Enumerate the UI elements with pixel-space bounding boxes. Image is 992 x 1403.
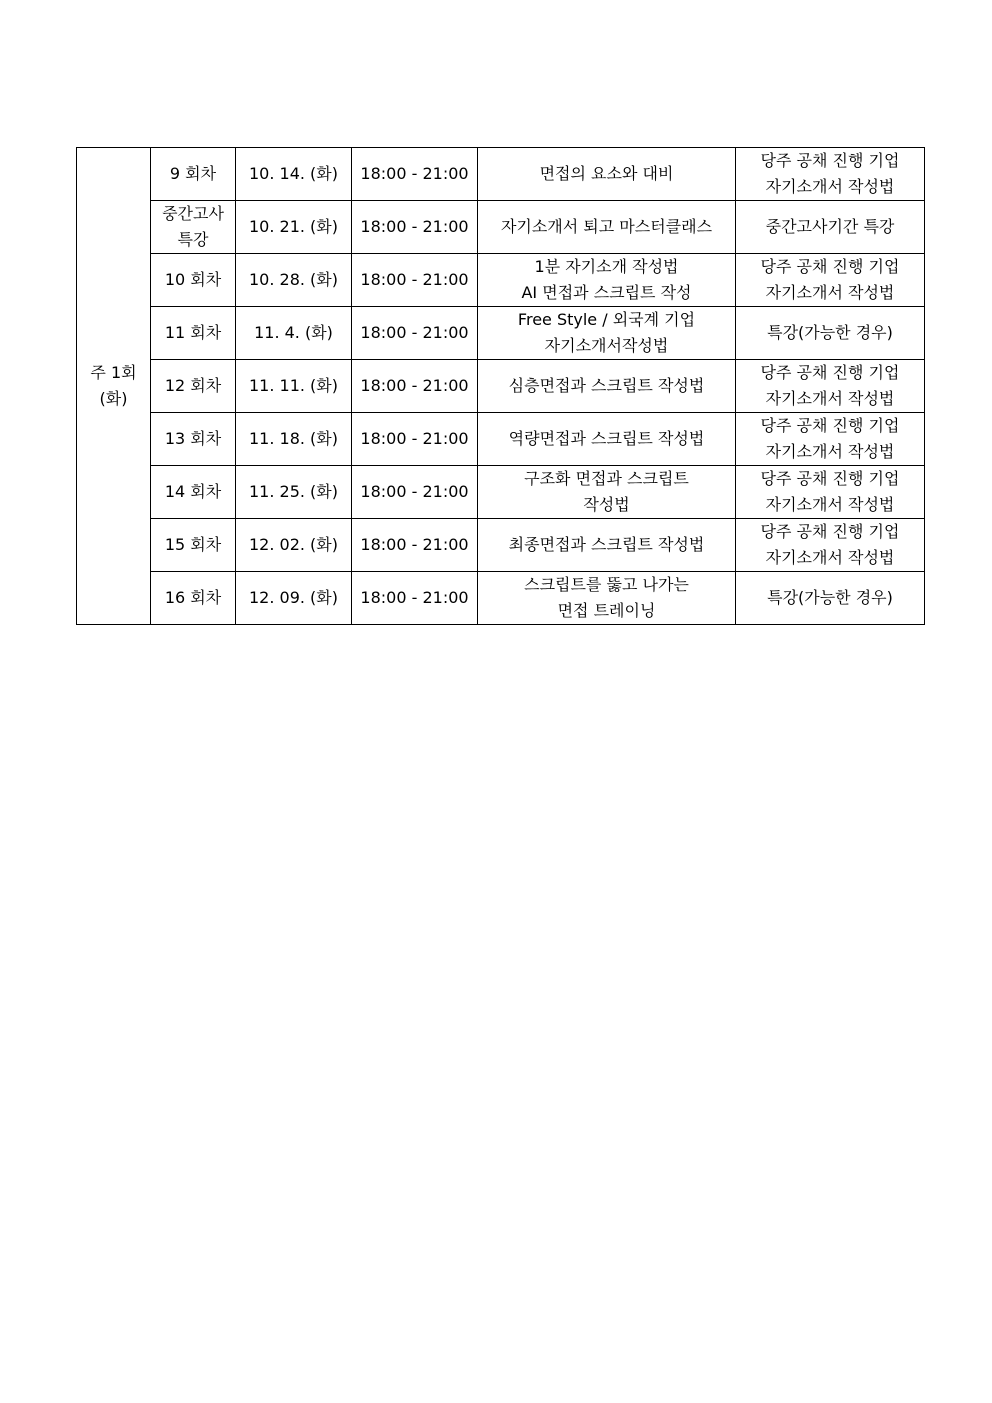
date-text: 10. 21. (화) (248, 217, 338, 236)
topic-cell (478, 201, 736, 254)
time-cell (352, 360, 478, 413)
time-text: 18:00 - 21:00 (360, 588, 469, 607)
note-cell (736, 519, 925, 572)
schedule-body (77, 148, 925, 625)
topic-text: 자기소개서 퇴고 마스터클래스 (500, 217, 713, 236)
topic-text: 면접 트레이닝 (557, 601, 656, 620)
note-cell (736, 360, 925, 413)
topic-text: 작성법 (583, 495, 630, 514)
session-cell (151, 201, 236, 254)
time-cell (352, 201, 478, 254)
note-text: 특강(가능한 경우) (767, 323, 893, 342)
date-text: 11. 4. (화) (254, 323, 333, 342)
time-text: 18:00 - 21:00 (360, 164, 469, 183)
time-cell (352, 466, 478, 519)
date-cell (236, 413, 352, 466)
date-cell (236, 572, 352, 625)
table-row (77, 466, 925, 519)
time-text: 18:00 - 21:00 (360, 429, 469, 448)
date-cell (236, 307, 352, 360)
session-text: 특강 (177, 230, 209, 249)
table-row (77, 519, 925, 572)
topic-text: 최종면접과 스크립트 작성법 (508, 535, 705, 554)
topic-cell (478, 413, 736, 466)
note-cell (736, 572, 925, 625)
time-cell (352, 519, 478, 572)
table-row (77, 572, 925, 625)
topic-text: 스크립트를 뚫고 나가는 (524, 575, 689, 594)
topic-text: 구조화 면접과 스크립트 (524, 469, 689, 488)
session-cell (151, 360, 236, 413)
session-cell (151, 466, 236, 519)
topic-cell (478, 254, 736, 307)
note-text: 자기소개서 작성법 (765, 548, 895, 567)
date-cell (236, 360, 352, 413)
topic-text: AI 면접과 스크립트 작성 (521, 283, 692, 302)
frequency-text: (화) (99, 389, 128, 408)
session-text: 9 회차 (169, 164, 217, 183)
date-cell (236, 254, 352, 307)
time-cell (352, 572, 478, 625)
date-text: 11. 18. (화) (248, 429, 338, 448)
table-row (77, 360, 925, 413)
date-text: 11. 11. (화) (248, 376, 338, 395)
table-row (77, 254, 925, 307)
topic-text: Free Style / 외국계 기업 (517, 310, 696, 329)
time-text: 18:00 - 21:00 (360, 535, 469, 554)
time-text: 18:00 - 21:00 (360, 323, 469, 342)
topic-text: 역량면접과 스크립트 작성법 (508, 429, 705, 448)
time-cell (352, 254, 478, 307)
time-cell (352, 148, 478, 201)
time-text: 18:00 - 21:00 (360, 482, 469, 501)
table-row (77, 413, 925, 466)
session-text: 13 회차 (164, 429, 222, 448)
note-cell (736, 254, 925, 307)
session-text: 16 회차 (164, 588, 222, 607)
note-text: 당주 공채 진행 기업 (760, 257, 900, 276)
note-text: 당주 공채 진행 기업 (760, 416, 900, 435)
frequency-cell (77, 148, 151, 625)
note-text: 자기소개서 작성법 (765, 389, 895, 408)
session-text: 10 회차 (164, 270, 222, 289)
note-text: 당주 공채 진행 기업 (760, 363, 900, 382)
note-text: 당주 공채 진행 기업 (760, 151, 900, 170)
session-cell (151, 413, 236, 466)
note-text: 자기소개서 작성법 (765, 177, 895, 196)
session-cell (151, 307, 236, 360)
date-cell (236, 519, 352, 572)
date-text: 11. 25. (화) (248, 482, 338, 501)
table-row (77, 148, 925, 201)
note-cell (736, 307, 925, 360)
time-text: 18:00 - 21:00 (360, 376, 469, 395)
topic-cell (478, 519, 736, 572)
date-text: 10. 28. (화) (248, 270, 338, 289)
session-cell (151, 148, 236, 201)
session-text: 11 회차 (164, 323, 222, 342)
note-text: 자기소개서 작성법 (765, 283, 895, 302)
note-text: 특강(가능한 경우) (767, 588, 893, 607)
session-cell (151, 572, 236, 625)
date-text: 10. 14. (화) (248, 164, 338, 183)
time-text: 18:00 - 21:00 (360, 217, 469, 236)
time-text: 18:00 - 21:00 (360, 270, 469, 289)
session-cell (151, 254, 236, 307)
session-cell (151, 519, 236, 572)
date-text: 12. 02. (화) (248, 535, 338, 554)
topic-cell (478, 466, 736, 519)
date-cell (236, 148, 352, 201)
note-cell (736, 148, 925, 201)
frequency-text: 주 1회 (90, 363, 137, 382)
topic-text: 자기소개서작성법 (544, 336, 669, 355)
topic-text: 1분 자기소개 작성법 (534, 257, 679, 276)
note-cell (736, 201, 925, 254)
topic-cell (478, 360, 736, 413)
session-text: 중간고사 (162, 204, 224, 223)
time-cell (352, 307, 478, 360)
topic-cell (478, 307, 736, 360)
note-cell (736, 466, 925, 519)
session-text: 12 회차 (164, 376, 222, 395)
note-text: 당주 공채 진행 기업 (760, 469, 900, 488)
session-text: 15 회차 (164, 535, 222, 554)
note-text: 자기소개서 작성법 (765, 495, 895, 514)
topic-cell (478, 572, 736, 625)
session-text: 14 회차 (164, 482, 222, 501)
date-cell (236, 466, 352, 519)
note-cell (736, 413, 925, 466)
topic-text: 심층면접과 스크립트 작성법 (508, 376, 705, 395)
date-text: 12. 09. (화) (248, 588, 338, 607)
schedule-table (76, 147, 925, 625)
note-text: 당주 공채 진행 기업 (760, 522, 900, 541)
topic-cell (478, 148, 736, 201)
time-cell (352, 413, 478, 466)
note-text: 중간고사기간 특강 (765, 217, 895, 236)
note-text: 자기소개서 작성법 (765, 442, 895, 461)
date-cell (236, 201, 352, 254)
table-row (77, 201, 925, 254)
topic-text: 면접의 요소와 대비 (539, 164, 674, 183)
table-row (77, 307, 925, 360)
